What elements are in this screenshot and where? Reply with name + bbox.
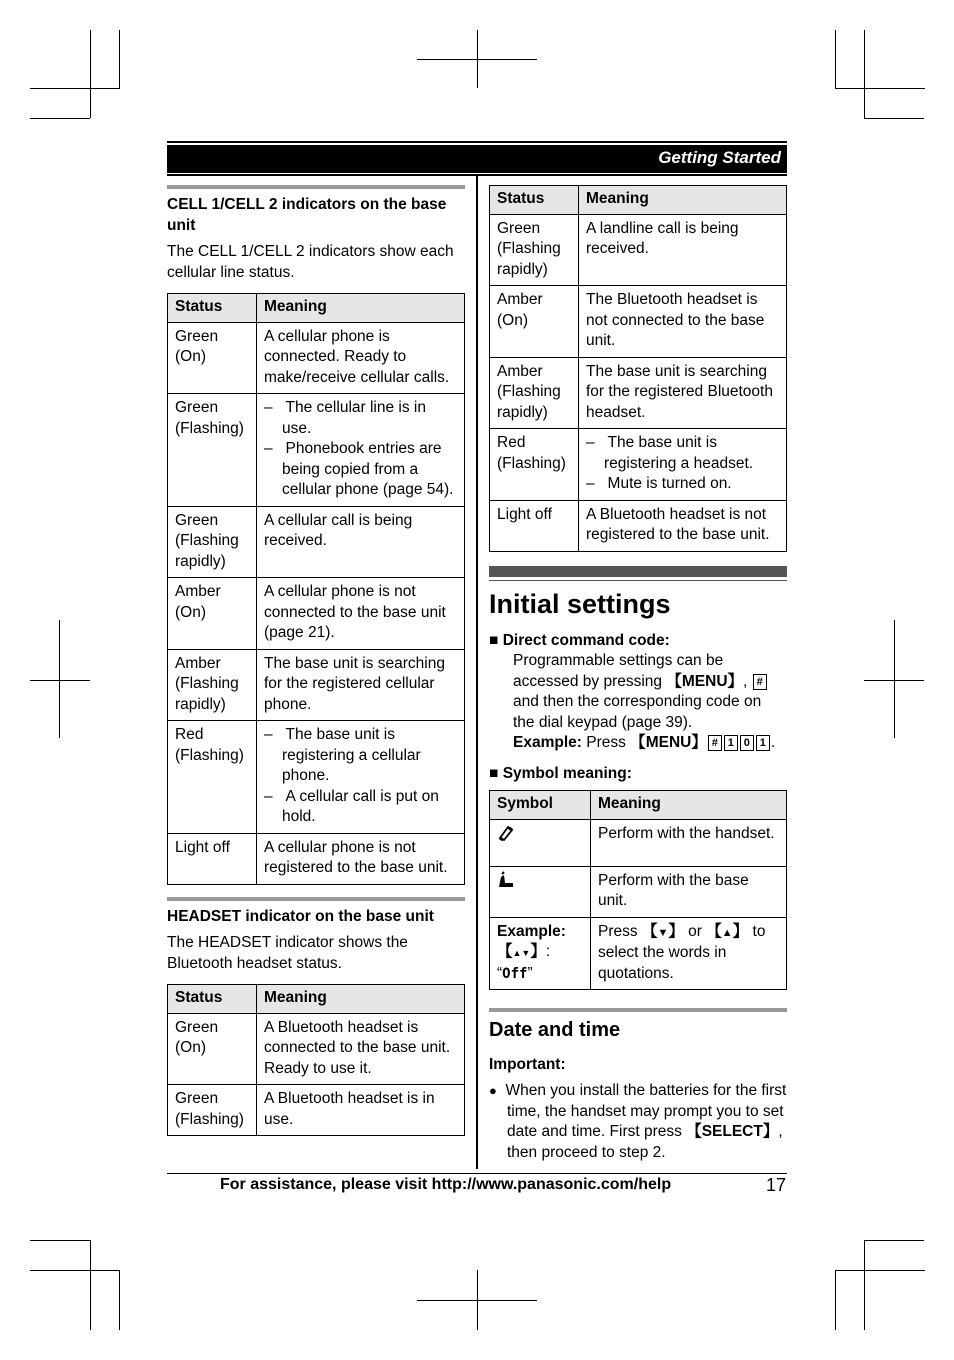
- meaning-cell: A cellular phone is not connected to the base unit (page 21).: [257, 578, 465, 650]
- column-header-symbol: Symbol: [490, 791, 591, 820]
- keypad-key: #: [708, 735, 722, 751]
- crop-mark: [417, 1300, 537, 1301]
- handset-icon: [497, 824, 515, 842]
- table-row: [168, 578, 465, 650]
- symbol-cell: Example: 【▲▼】: “Off”: [490, 917, 591, 990]
- crop-mark: [835, 1270, 836, 1330]
- down-key-icon: ▼: [657, 926, 669, 939]
- table-row: [168, 506, 465, 578]
- table-header-row: [168, 294, 465, 323]
- crop-mark: [59, 620, 60, 738]
- table-row: [168, 833, 465, 884]
- headset-indicator-intro: The HEADSET indicator shows the Bluetooth headset status.: [167, 934, 408, 972]
- status-cell: Amber (On): [168, 578, 257, 650]
- table-row: [168, 721, 465, 834]
- meaning-cell: The base unit is searching for the registered Bluetooth headset.: [579, 357, 787, 429]
- base-unit-icon: [497, 871, 515, 889]
- date-time-title: Date and time: [489, 1019, 621, 1041]
- crop-mark: [417, 59, 537, 60]
- column-header-meaning: Meaning: [591, 791, 787, 820]
- crop-mark: [90, 30, 91, 118]
- table-row: [490, 357, 787, 429]
- meaning-cell: A cellular phone is connected. Ready to make/receive cellular calls.: [257, 322, 465, 394]
- crop-mark: [30, 680, 90, 681]
- important-label: Important:: [489, 1055, 566, 1073]
- crop-mark: [864, 118, 924, 119]
- dash-item: – Mute is turned on.: [586, 475, 732, 492]
- status-cell: Light off: [490, 500, 579, 551]
- column-divider: [476, 176, 478, 1169]
- crop-mark: [30, 1240, 90, 1241]
- meaning-cell: The Bluetooth headset is not connected to the base unit.: [579, 286, 787, 358]
- column-header-meaning: Meaning: [257, 985, 465, 1014]
- status-cell: Red (Flashing): [168, 721, 257, 834]
- column-header-status: Status: [168, 985, 257, 1014]
- crop-mark: [835, 30, 836, 88]
- symbol-meaning-label: ■ Symbol meaning:: [489, 764, 632, 782]
- column-header-status: Status: [490, 186, 579, 215]
- cell-indicators-heading: CELL 1/CELL 2 indicators on the base unit: [167, 196, 447, 234]
- hash-key: #: [753, 674, 767, 690]
- direct-command-block: [489, 631, 787, 754]
- direct-command-text: Programmable settings can be accessed by pressing 【MENU】, # and then the corresponding code on the dial keypad (page 39). Example: Press 【MENU】 # 1 0 1 .: [513, 652, 776, 751]
- initial-settings-title: Initial settings: [489, 588, 671, 619]
- table-header-row: [490, 791, 787, 820]
- chapter-rule: [489, 566, 787, 577]
- crop-mark: [30, 88, 120, 89]
- status-cell: Green (Flashing rapidly): [490, 214, 579, 286]
- crop-mark: [864, 1240, 865, 1330]
- dash-item: – The base unit is registering a cellular phone.: [264, 726, 421, 784]
- meaning-cell: The base unit is searching for the registered cellular phone.: [257, 649, 465, 721]
- status-cell: Green (Flashing): [168, 1085, 257, 1136]
- meaning-cell: A Bluetooth headset is in use.: [257, 1085, 465, 1136]
- table-row: [490, 866, 787, 917]
- status-cell: Green (Flashing rapidly): [168, 506, 257, 578]
- crop-mark: [119, 1270, 120, 1330]
- date-time-bullet: ● When you install the batteries for the first time, the handset may prompt you to set date and time. First press 【SELECT】, then proceed to step 2.: [489, 1082, 787, 1161]
- page-number: 17: [766, 1175, 787, 1195]
- crop-mark: [30, 118, 90, 119]
- meaning-cell: Perform with the base unit.: [591, 866, 787, 917]
- status-cell: Amber (Flashing rapidly): [168, 649, 257, 721]
- column-header-meaning: Meaning: [579, 186, 787, 215]
- navigator-key-icon: ▲▼: [512, 948, 531, 958]
- table-row: [168, 649, 465, 721]
- meaning-cell: Press 【▼】 or 【▲】 to select the words in quotations.: [591, 917, 787, 990]
- meaning-cell: A Bluetooth headset is connected to the base unit. Ready to use it.: [257, 1013, 465, 1085]
- table-header-row: [168, 985, 465, 1014]
- table-row: [490, 917, 787, 990]
- status-cell: Light off: [168, 833, 257, 884]
- symbol-table: [489, 790, 787, 990]
- dash-item: – The base unit is registering a headset.: [586, 434, 754, 472]
- status-cell: Green (On): [168, 1013, 257, 1085]
- crop-mark: [30, 1270, 120, 1271]
- keypad-key: 0: [740, 735, 754, 751]
- table-row: [168, 394, 465, 507]
- section-rule: [167, 185, 465, 189]
- table-row: [168, 1013, 465, 1085]
- table-row: [168, 322, 465, 394]
- section-rule: [489, 1008, 787, 1012]
- up-key-icon: ▲: [721, 926, 733, 939]
- cell-status-table: [167, 293, 465, 885]
- dash-item: – Phonebook entries are being copied from a cellular phone (page 54).: [264, 440, 454, 498]
- keypad-key: 1: [756, 735, 770, 751]
- right-column: [489, 185, 787, 1163]
- table-row: [490, 429, 787, 501]
- keypad-key: 1: [724, 735, 738, 751]
- crop-mark: [864, 1240, 924, 1241]
- header-rule: [167, 141, 787, 143]
- status-cell: Amber (Flashing rapidly): [490, 357, 579, 429]
- footer-help-text: For assistance, please visit http://www.panasonic.com/help: [220, 1176, 672, 1193]
- table-header-row: [490, 186, 787, 215]
- meaning-cell: [579, 429, 787, 501]
- select-key: SELECT: [701, 1123, 763, 1140]
- dash-item: – A cellular call is put on hold.: [264, 787, 439, 825]
- footer-rule: [167, 1173, 787, 1174]
- crop-mark: [119, 30, 120, 88]
- meaning-cell: [257, 721, 465, 834]
- dash-item: – The cellular line is in use.: [264, 399, 426, 437]
- status-cell: Red (Flashing): [490, 429, 579, 501]
- left-column: [167, 185, 465, 1148]
- crop-mark: [835, 88, 925, 89]
- headset-status-table-continued: [489, 185, 787, 552]
- meaning-cell: [257, 394, 465, 507]
- cell-indicators-intro: The CELL 1/CELL 2 indicators show each cellular line status.: [167, 243, 454, 281]
- crop-mark: [864, 680, 924, 681]
- crop-mark: [835, 1270, 925, 1271]
- table-row: [168, 1085, 465, 1136]
- symbol-cell: [490, 819, 591, 866]
- direct-command-label: ■ Direct command code:: [489, 631, 670, 649]
- column-header-meaning: Meaning: [257, 294, 465, 323]
- headset-indicator-heading: HEADSET indicator on the base unit: [167, 907, 434, 925]
- meaning-cell: A Bluetooth headset is not registered to the base unit.: [579, 500, 787, 551]
- status-cell: Amber (On): [490, 286, 579, 358]
- section-rule: [167, 897, 465, 901]
- table-row: [490, 214, 787, 286]
- table-row: [490, 819, 787, 866]
- table-row: [490, 500, 787, 551]
- chapter-rule-thin: [489, 580, 787, 581]
- symbol-cell: [490, 866, 591, 917]
- crop-mark: [864, 30, 865, 118]
- crop-mark: [894, 620, 895, 738]
- meaning-cell: A landline call is being received.: [579, 214, 787, 286]
- meaning-cell: Perform with the handset.: [591, 819, 787, 866]
- headset-status-table: [167, 984, 465, 1136]
- section-header-bar: [167, 145, 787, 173]
- table-row: [490, 286, 787, 358]
- menu-key: MENU: [681, 672, 728, 690]
- status-cell: Green (On): [168, 322, 257, 394]
- meaning-cell: A cellular call is being received.: [257, 506, 465, 578]
- crop-mark: [90, 1240, 91, 1330]
- status-cell: Green (Flashing): [168, 394, 257, 507]
- meaning-cell: A cellular phone is not registered to the base unit.: [257, 833, 465, 884]
- column-header-status: Status: [168, 294, 257, 323]
- section-title: Getting Started: [658, 148, 781, 167]
